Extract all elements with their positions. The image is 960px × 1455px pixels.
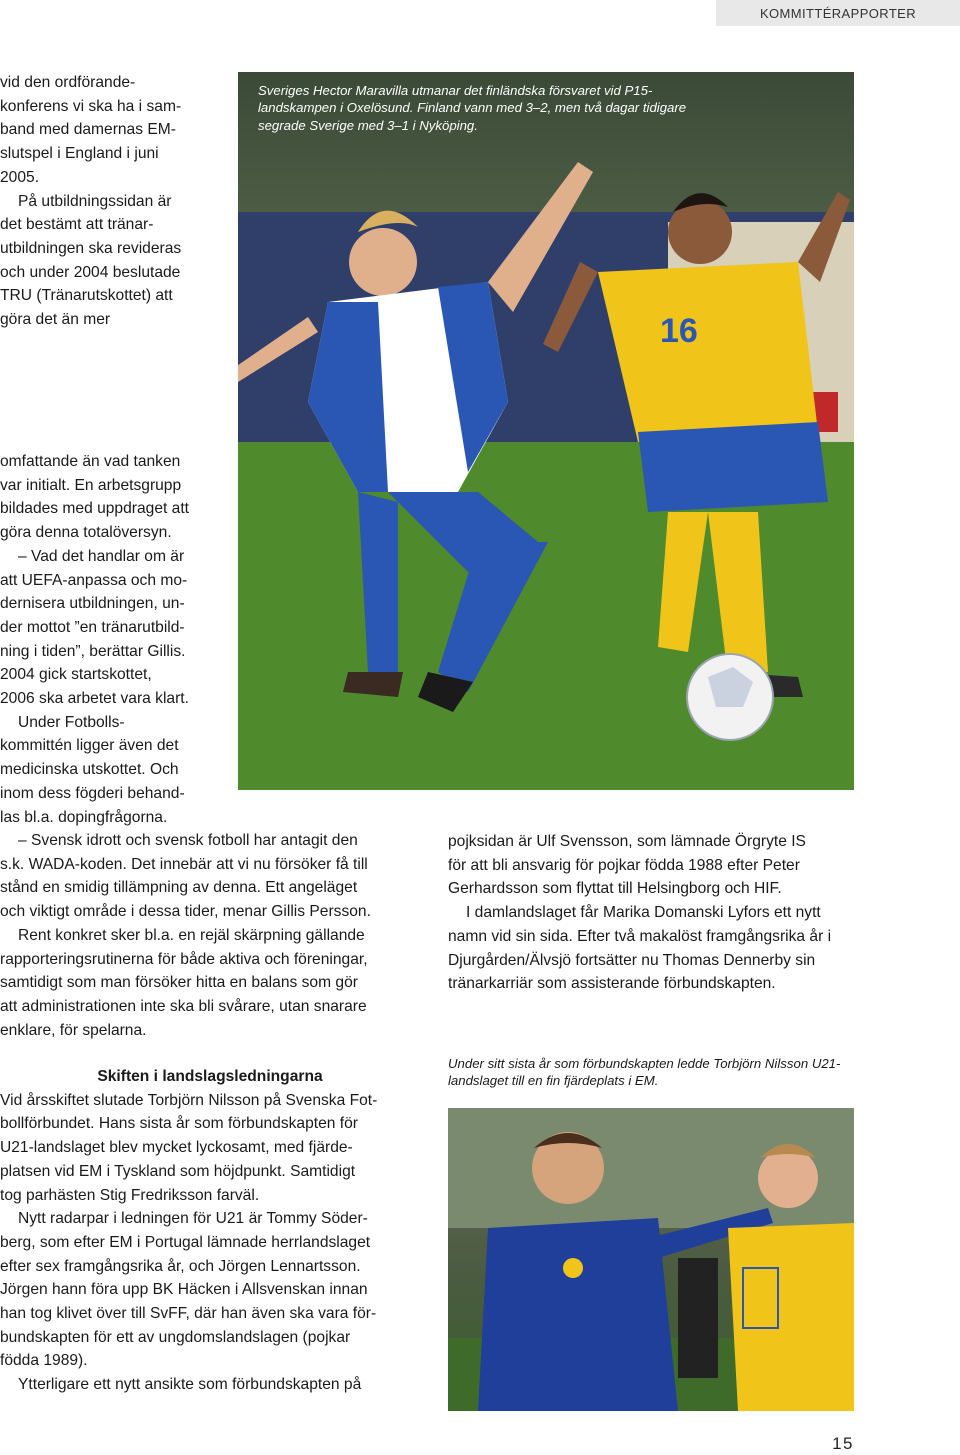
text-line: s.k. WADA-koden. Det innebär att vi nu försöker få till [0, 855, 368, 873]
text-line: – Vad det handlar om är [18, 547, 185, 565]
section-header-tag [716, 0, 960, 26]
text-line: bundskapten för ett av ungdomslandslagen (pojkar [0, 1328, 351, 1346]
text-line: för att bli ansvarig för pojkar födda 1988 efter Peter [448, 856, 800, 874]
text-line: Nytt radarpar i ledningen för U21 är Tommy Söder- [18, 1210, 368, 1228]
text-line: kommittén ligger även det [0, 737, 179, 755]
jersey-number: 16 [660, 312, 698, 350]
text-line: berg, som efter EM i Portugal lämnade herrlandslaget [0, 1233, 371, 1251]
football-action-photo [238, 72, 854, 790]
text-line: På utbildningssidan är [18, 192, 172, 210]
right-column [448, 830, 868, 996]
text-line: ning i tiden”, berättar Gillis. [0, 642, 186, 660]
text-line: 2004 gick startskottet, [0, 666, 152, 684]
text-line: stånd en smidig tillämpning av denna. Ett angeläget [0, 879, 358, 897]
text-line: der mottot ”en tränarutbild- [0, 618, 185, 636]
left-column-middle [0, 450, 235, 829]
text-line: medicinska utskottet. Och [0, 761, 179, 779]
section-skiften [0, 1065, 420, 1397]
text-line: göra denna totalöversyn. [0, 524, 172, 542]
football-action-illustration [238, 72, 854, 790]
text-line: U21-landslaget blev mycket lyckosamt, med fjärde- [0, 1139, 353, 1157]
text-line: I damlandslaget får Marika Domanski Lyfors ett nytt [466, 904, 821, 922]
text-line: Djurgården/Älvsjö fortsätter nu Thomas Dennerby sin [448, 951, 816, 969]
section-heading: Skiften i landslagsledningarna [97, 1068, 323, 1085]
text-line: dernisera utbildningen, un- [0, 595, 185, 613]
text-line: rapporteringsrutinerna för både aktiva och föreningar, [0, 950, 368, 968]
text-line: att UEFA-anpassa och mo- [0, 571, 188, 589]
text-line: vid den ordförande- [0, 74, 136, 91]
photo2-caption: Under sitt sista år som förbundskapten ledde Torbjörn Nilsson U21-landslaget till en fin fjärdeplats i EM. [448, 1056, 841, 1089]
text-line: las bl.a. dopingfrågorna. [0, 808, 168, 826]
text-line: att administrationen inte ska bli svårare, utan snarare [0, 997, 367, 1015]
text-line: TRU (Tränarutskottet) att [0, 287, 173, 305]
left-column-wide [0, 829, 420, 1042]
coach-player-photo [448, 1108, 854, 1411]
left-column-top [0, 71, 235, 332]
section-header-label: KOMMITTÉRAPPORTER [759, 5, 917, 21]
text-line: göra det än mer [0, 311, 111, 329]
coach-player-illustration [448, 1108, 854, 1411]
text-line: – Svensk idrott och svensk fotboll har antagit den [18, 832, 358, 849]
text-line: 2005. [0, 168, 40, 186]
text-line: bildades med uppdraget att [0, 500, 189, 518]
text-line: Gerhardsson som flyttat till Helsingborg och HIF. [448, 880, 782, 898]
page-number: 15 [832, 1434, 854, 1453]
text-line: slutspel i England i juni [0, 145, 159, 163]
text-line: Under Fotbolls- [18, 713, 125, 731]
text-line: var initialt. En arbetsgrupp [0, 476, 182, 494]
text-line: efter sex framgångsrika år, och Jörgen Lennartsson. [0, 1257, 361, 1275]
text-line: bollförbundet. Hans sista år som förbundskapten för [0, 1115, 358, 1133]
text-line: och under 2004 beslutade [0, 263, 181, 281]
text-line: Jörgen hann föra upp BK Häcken i Allsvenskan innan [0, 1281, 368, 1299]
text-line: samtidigt som man försöker hitta en balans som gör [0, 974, 358, 992]
text-line: enklare, för spelarna. [0, 1021, 147, 1039]
text-line: Vid årsskiftet slutade Torbjörn Nilsson på Svenska Fot- [0, 1091, 378, 1109]
text-line: han tog klivet över till SvFF, där han även ska vara för- [0, 1305, 377, 1323]
football [687, 654, 773, 740]
text-line: platsen vid EM i Tyskland som höjdpunkt. Samtidigt [0, 1162, 356, 1180]
text-line: konferens vi ska ha i sam- [0, 97, 182, 115]
text-line: och viktigt område i dessa tider, menar Gillis Persson. [0, 903, 371, 921]
photo-caption: Sveriges Hector Maravilla utmanar det finländska försvaret vid P15-landskampen i Oxelösund. Finland vann med 3–2, men två dagar tidigare segrade Sverige med 3–1 i Nyköping. [258, 83, 687, 133]
text-line: Ytterligare ett nytt ansikte som förbundskapten på [18, 1376, 362, 1394]
text-line: det bestämt att tränar- [0, 216, 154, 234]
text-line: utbildningen ska revideras [0, 239, 182, 257]
text-line: inom dess fögderi behand- [0, 784, 185, 802]
text-line: tränarkarriär som assisterande förbundskapten. [448, 975, 776, 993]
text-line: tog parhästen Stig Fredriksson farväl. [0, 1186, 260, 1204]
text-line: omfattande än vad tanken [0, 453, 181, 470]
text-line: band med damernas EM- [0, 121, 176, 139]
text-line: 2006 ska arbetet vara klart. [0, 690, 189, 708]
text-line: namn vid sin sida. Efter två makalöst framgångsrika år i [448, 927, 832, 945]
text-line: Rent konkret sker bl.a. en rejäl skärpning gällande [18, 926, 365, 944]
background-referee [678, 1258, 718, 1378]
text-line: födda 1989). [0, 1352, 88, 1370]
text-line: pojksidan är Ulf Svensson, som lämnade Örgryte IS [448, 833, 806, 850]
